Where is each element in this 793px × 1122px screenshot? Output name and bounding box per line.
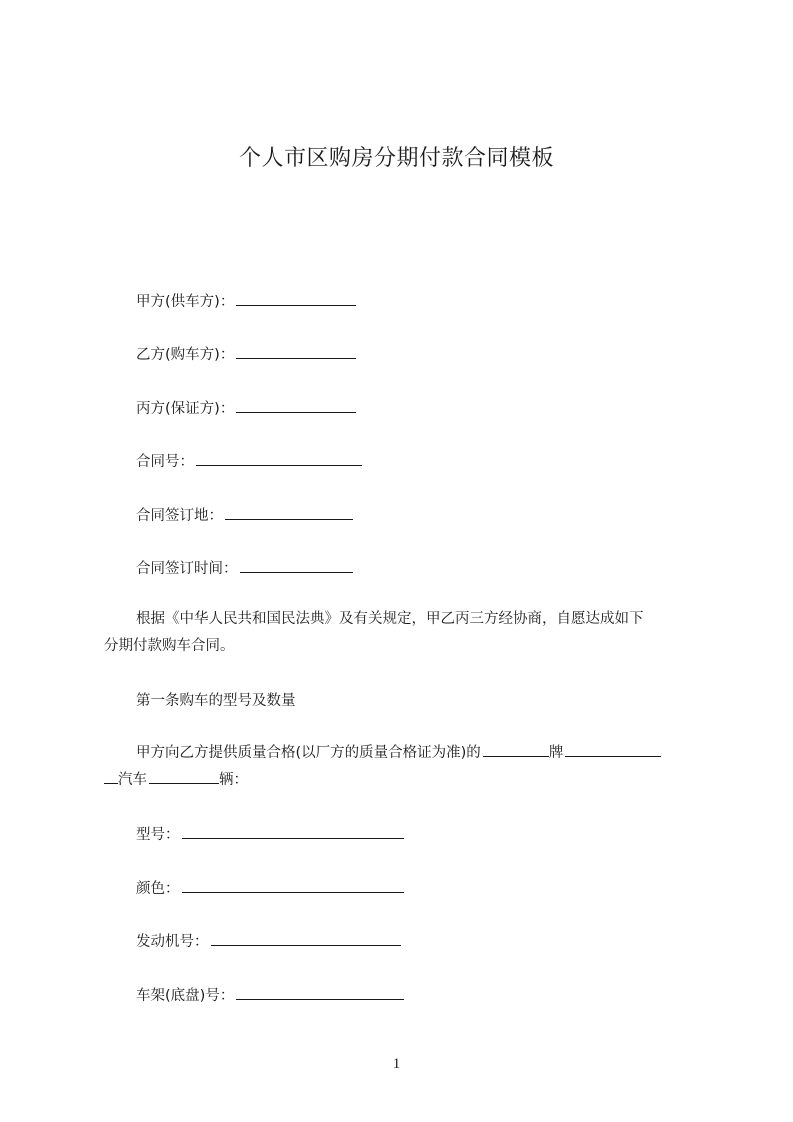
- field-engine-number: [136, 931, 401, 952]
- field-chassis-number: [136, 985, 404, 1006]
- field-label: 型号：: [136, 827, 180, 843]
- fill-blank[interactable]: [236, 398, 356, 413]
- article-1-paragraph: [104, 740, 704, 794]
- fill-blank[interactable]: [182, 824, 404, 839]
- field-contract-number: [136, 451, 362, 472]
- field-label: 甲方(供车方)：: [136, 294, 235, 310]
- article-1-heading: 第一条购车的型号及数量: [136, 693, 296, 709]
- fill-blank[interactable]: [182, 878, 404, 893]
- field-label: 丙方(保证方)：: [136, 401, 235, 417]
- page-number: 1: [392, 1056, 401, 1072]
- article-1-text-3: 汽车: [118, 772, 147, 788]
- fill-blank[interactable]: [225, 505, 353, 520]
- fill-blank[interactable]: [196, 451, 362, 466]
- field-signing-time: [136, 558, 353, 579]
- field-party-c: [136, 398, 356, 419]
- fill-blank-quantity[interactable]: [149, 769, 219, 784]
- fill-blank[interactable]: [240, 558, 353, 573]
- fill-blank[interactable]: [236, 344, 356, 359]
- field-label: 车架(底盘)号：: [136, 988, 235, 1004]
- field-label: 合同签订时间：: [136, 561, 238, 577]
- article-1-text-4: 辆：: [219, 772, 248, 788]
- fill-blank-brand[interactable]: [483, 742, 549, 757]
- document-title: 个人市区购房分期付款合同模板: [238, 146, 554, 171]
- fill-blank-make[interactable]: [565, 742, 661, 757]
- field-label: 发动机号：: [136, 934, 209, 950]
- fill-blank[interactable]: [236, 291, 356, 306]
- field-signing-place: [136, 505, 353, 526]
- fill-blank[interactable]: [236, 985, 404, 1000]
- fill-blank-make-continued[interactable]: [104, 769, 118, 784]
- preamble-line-2: 分期付款购车合同。: [104, 638, 235, 654]
- field-label: 合同号：: [136, 454, 194, 470]
- article-1-text-1: 甲方向乙方提供质量合格(以厂方的质量合格证为准)的: [136, 745, 481, 761]
- field-party-a: [136, 291, 356, 312]
- field-model: [136, 824, 404, 845]
- field-label: 乙方(购车方)：: [136, 347, 235, 363]
- field-party-b: [136, 344, 356, 365]
- field-label: 合同签订地：: [136, 508, 223, 524]
- article-1-text-2: 牌: [548, 745, 564, 761]
- field-label: 颜色：: [136, 881, 180, 897]
- preamble-line-1: 根据《中华人民共和国民法典》及有关规定，甲乙丙三方经协商，自愿达成如下: [136, 611, 644, 627]
- fill-blank[interactable]: [211, 931, 401, 946]
- preamble-paragraph: [104, 606, 704, 660]
- field-color: [136, 878, 404, 899]
